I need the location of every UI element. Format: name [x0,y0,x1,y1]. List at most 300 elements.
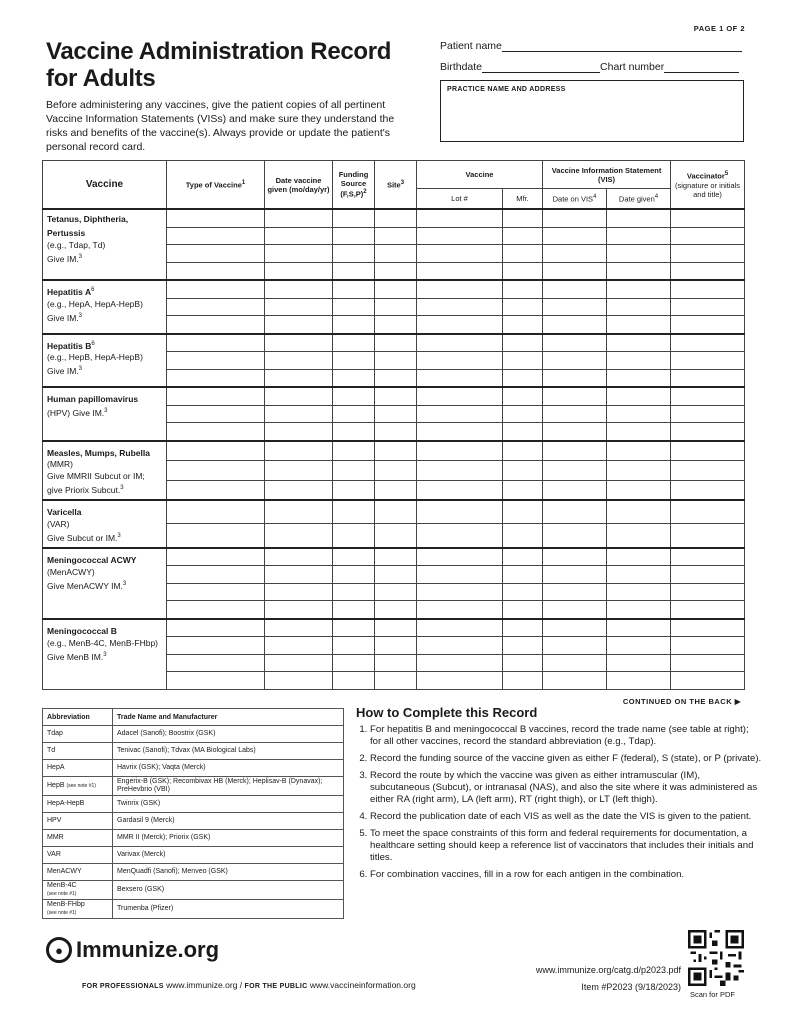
entry-cell[interactable] [671,500,745,524]
trade-name-cell: MenQuadfi (Sanofi); Menveo (GSK) [113,864,344,881]
entry-cell[interactable] [333,480,375,500]
entry-cell[interactable] [671,387,745,405]
entry-cell[interactable] [167,405,265,423]
table-row [43,441,745,461]
entry-cell[interactable] [417,209,503,227]
entry-cell[interactable] [417,566,503,584]
entry-cell[interactable] [417,637,503,655]
entry-cell[interactable] [671,672,745,690]
vaccine-name-cell: Hepatitis $A^6$ (e.g., HepA, HepA-HepB) Give IM.$^3$ [43,280,167,334]
entry-cell[interactable] [265,405,333,423]
entry-cell[interactable] [333,245,375,263]
trade-name-cell: MMR II (Merck); Priorix (GSK) [113,830,344,847]
trade-name-cell: Bexsero (GSK) [113,881,344,900]
entry-cell[interactable] [417,352,503,370]
entry-cell[interactable] [671,423,745,441]
entry-cell[interactable] [543,500,607,524]
entry-cell[interactable] [375,637,417,655]
entry-cell[interactable] [375,461,417,481]
entry-cell[interactable] [543,637,607,655]
entry-cell[interactable] [167,280,265,298]
entry-cell[interactable] [543,334,607,352]
table-row [43,500,745,524]
entry-cell[interactable] [417,524,503,548]
page-title: Vaccine Administration Record for Adults [46,38,392,92]
entry-cell[interactable] [671,352,745,370]
entry-cell[interactable] [607,352,671,370]
trade-name-cell: Twinrix (GSK) [113,796,344,813]
entry-cell[interactable] [503,423,543,441]
entry-cell[interactable] [543,245,607,263]
header-vis-given: Date given$^4$ [607,189,671,210]
entry-cell[interactable] [417,387,503,405]
vaccine-name-cell: Varicella (VAR) Give Subcut or IM.$^3$ [43,500,167,548]
entry-cell[interactable] [375,566,417,584]
entry-cell[interactable] [503,480,543,500]
vaccine-name-cell: Meningococcal ACWY (MenACWY) Give MenACWY IM.$^3$ [43,548,167,619]
entry-cell[interactable] [167,423,265,441]
entry-cell[interactable] [503,524,543,548]
administration-table [42,160,745,690]
entry-cell[interactable] [333,369,375,387]
header-date-given: Date vaccine given (mo/day/yr) [265,161,333,210]
entry-cell[interactable] [375,280,417,298]
abbr-cell: HepB (see note #1) [43,777,113,796]
entry-cell[interactable] [671,480,745,500]
entry-cell[interactable] [607,566,671,584]
abbr-row [43,847,344,864]
entry-cell[interactable] [333,334,375,352]
entry-cell[interactable] [375,601,417,619]
entry-cell[interactable] [333,209,375,227]
abbr-cell: MenACWY [43,864,113,881]
entry-cell[interactable] [543,583,607,601]
entry-cell[interactable] [543,227,607,245]
entry-cell[interactable] [503,209,543,227]
entry-cell[interactable] [607,480,671,500]
abbr-cell: HPV [43,813,113,830]
entry-cell[interactable] [265,500,333,524]
entry-cell[interactable] [333,672,375,690]
entry-cell[interactable] [503,334,543,352]
entry-cell[interactable] [333,619,375,637]
entry-cell[interactable] [607,209,671,227]
abbr-row [43,864,344,881]
entry-cell[interactable] [503,405,543,423]
entry-cell[interactable] [375,209,417,227]
entry-cell[interactable] [417,583,503,601]
entry-cell[interactable] [543,262,607,280]
abbr-cell: HepA [43,760,113,777]
entry-cell[interactable] [265,245,333,263]
entry-cell[interactable] [503,654,543,672]
entry-cell[interactable] [503,280,543,298]
entry-cell[interactable] [265,227,333,245]
birthdate-field[interactable]: Birthdate Chart number [440,61,739,73]
entry-cell[interactable] [607,637,671,655]
entry-cell[interactable] [607,500,671,524]
abbr-row [43,881,344,900]
entry-cell[interactable] [607,245,671,263]
entry-cell[interactable] [417,316,503,334]
entry-cell[interactable] [417,654,503,672]
entry-cell[interactable] [543,480,607,500]
entry-cell[interactable] [543,423,607,441]
entry-cell[interactable] [503,262,543,280]
header-vaccine: Vaccine [43,161,167,210]
entry-cell[interactable] [671,369,745,387]
abbr-row [43,777,344,796]
entry-cell[interactable] [671,637,745,655]
entry-cell[interactable] [607,423,671,441]
entry-cell[interactable] [265,583,333,601]
entry-cell[interactable] [543,461,607,481]
entry-cell[interactable] [167,566,265,584]
entry-cell[interactable] [503,369,543,387]
entry-cell[interactable] [503,316,543,334]
entry-cell[interactable] [375,480,417,500]
entry-cell[interactable] [503,387,543,405]
entry-cell[interactable] [333,500,375,524]
abbr-cell: MMR [43,830,113,847]
entry-cell[interactable] [503,461,543,481]
entry-cell[interactable] [607,262,671,280]
entry-cell[interactable] [543,209,607,227]
entry-cell[interactable] [417,405,503,423]
entry-cell[interactable] [503,601,543,619]
entry-cell[interactable] [333,387,375,405]
entry-cell[interactable] [671,461,745,481]
entry-cell[interactable] [333,583,375,601]
entry-cell[interactable] [265,280,333,298]
entry-cell[interactable] [607,387,671,405]
howto-title: How to Complete this Record [356,705,538,720]
entry-cell[interactable] [265,298,333,316]
entry-cell[interactable] [333,405,375,423]
immunize-logo-icon: ● [46,937,72,963]
entry-cell[interactable] [167,352,265,370]
entry-cell[interactable] [375,500,417,524]
entry-cell[interactable] [167,583,265,601]
entry-cell[interactable] [503,548,543,566]
entry-cell[interactable] [167,209,265,227]
header-vaccine-group: Vaccine [417,161,543,189]
entry-cell[interactable] [265,387,333,405]
entry-cell[interactable] [417,298,503,316]
entry-cell[interactable] [417,280,503,298]
header-lot: Lot # [417,189,503,210]
entry-cell[interactable] [543,387,607,405]
entry-cell[interactable] [167,245,265,263]
chart-number-label: Chart number [600,61,665,73]
entry-cell[interactable] [265,209,333,227]
entry-cell[interactable] [167,334,265,352]
continued-note: CONTINUED ON THE BACK ▶ [622,697,741,706]
entry-cell[interactable] [503,227,543,245]
entry-cell[interactable] [265,548,333,566]
entry-cell[interactable] [167,461,265,481]
howto-item: 1. For hepatitis B and meningococcal B vaccines, record the trade name (see table at right); for all other vaccines, record the standard abbreviation (e.g., Tdap). [370,724,762,748]
entry-cell[interactable] [375,548,417,566]
entry-cell[interactable] [671,280,745,298]
practice-address-box[interactable]: PRACTICE NAME AND ADDRESS [440,80,744,142]
entry-cell[interactable] [543,405,607,423]
entry-cell[interactable] [417,480,503,500]
trade-name-cell: Havrix (GSK); Vaqta (Merck) [113,760,344,777]
public-link[interactable]: www.vaccineinformation.org [309,980,416,990]
abbr-cell: Tdap [43,726,113,743]
entry-cell[interactable] [375,423,417,441]
entry-cell[interactable] [671,245,745,263]
abbr-row [43,900,344,919]
entry-cell[interactable] [333,637,375,655]
item-number: Item #P2023 (9/18/2023) [581,982,681,992]
entry-cell[interactable] [543,654,607,672]
header-funding: Funding Source $(F,S,P)^2$ [333,161,375,210]
entry-cell[interactable] [265,524,333,548]
entry-cell[interactable] [543,619,607,637]
entry-cell[interactable] [265,352,333,370]
entry-cell[interactable] [607,369,671,387]
entry-cell[interactable] [503,245,543,263]
entry-cell[interactable] [543,601,607,619]
entry-cell[interactable] [607,548,671,566]
entry-cell[interactable] [607,316,671,334]
entry-cell[interactable] [417,548,503,566]
entry-cell[interactable] [333,262,375,280]
entry-cell[interactable] [265,480,333,500]
entry-cell[interactable] [543,524,607,548]
entry-cell[interactable] [671,601,745,619]
entry-cell[interactable] [607,619,671,637]
abbr-cell: MenB-4C (see note #1) [43,881,113,900]
entry-cell[interactable] [333,423,375,441]
entry-cell[interactable] [607,334,671,352]
entry-cell[interactable] [607,672,671,690]
entry-cell[interactable] [265,566,333,584]
howto-item: 3. Record the route by which the vaccine was given as either intramuscular (IM), subcutaneous (Subcut), or intranasal (NAS), and also the site where it was administered as either RA (right arm), LA (left arm), RT (right thigh), or LT (left thigh). [370,770,762,806]
abbr-row [43,726,344,743]
patient-name-field[interactable]: Patient name [440,40,742,52]
entry-cell[interactable] [375,441,417,461]
entry-cell[interactable] [671,654,745,672]
intro-text: Before administering any vaccines, give the patient copies of all pertinent Vaccine Information Statements (VISs) and make sure they understand the risks and benefits of the vaccine(s). Always provide or update the patient's personal record card. [46,99,395,153]
entry-cell[interactable] [265,654,333,672]
entry-cell[interactable] [265,601,333,619]
entry-cell[interactable] [167,316,265,334]
entry-cell[interactable] [671,548,745,566]
abbr-header-abbreviation: Abbreviation [43,709,113,726]
entry-cell[interactable] [417,672,503,690]
entry-cell[interactable] [671,209,745,227]
entry-cell[interactable] [543,566,607,584]
abbr-row [43,796,344,813]
entry-cell[interactable] [265,672,333,690]
entry-cell[interactable] [265,369,333,387]
howto-item: 4. Record the publication date of each VIS as well as the date the VIS is given to the patient. [370,811,762,823]
entry-cell[interactable] [167,524,265,548]
entry-cell[interactable] [503,566,543,584]
immunize-logo: ● Immunize.org [46,937,219,963]
entry-cell[interactable] [375,316,417,334]
entry-cell[interactable] [375,334,417,352]
entry-cell[interactable] [607,583,671,601]
entry-cell[interactable] [265,334,333,352]
entry-cell[interactable] [265,423,333,441]
entry-cell[interactable] [503,352,543,370]
entry-cell[interactable] [167,369,265,387]
entry-cell[interactable] [417,500,503,524]
trade-name-cell: Adacel (Sanofi); Boostrix (GSK) [113,726,344,743]
entry-cell[interactable] [375,387,417,405]
abbr-row [43,813,344,830]
entry-cell[interactable] [543,298,607,316]
entry-cell[interactable] [671,619,745,637]
entry-cell[interactable] [607,298,671,316]
entry-cell[interactable] [417,369,503,387]
trade-name-cell: Varivax (Merck) [113,847,344,864]
entry-cell[interactable] [333,316,375,334]
entry-cell[interactable] [543,316,607,334]
entry-cell[interactable] [333,441,375,461]
entry-cell[interactable] [333,298,375,316]
entry-cell[interactable] [543,352,607,370]
entry-cell[interactable] [167,298,265,316]
entry-cell[interactable] [375,654,417,672]
entry-cell[interactable] [503,298,543,316]
entry-cell[interactable] [333,654,375,672]
entry-cell[interactable] [607,227,671,245]
entry-cell[interactable] [671,334,745,352]
table-row [43,387,745,405]
trade-name-cell: Tenivac (Sanofi); Tdvax (MA Biological Labs) [113,743,344,760]
entry-cell[interactable] [167,619,265,637]
entry-cell[interactable] [375,524,417,548]
table-row [43,334,745,352]
abbr-header-trade: Trade Name and Manufacturer [113,709,344,726]
entry-cell[interactable] [265,637,333,655]
entry-cell[interactable] [167,262,265,280]
entry-cell[interactable] [333,524,375,548]
entry-cell[interactable] [167,500,265,524]
entry-cell[interactable] [167,227,265,245]
entry-cell[interactable] [375,583,417,601]
entry-cell[interactable] [265,441,333,461]
abbr-row [43,743,344,760]
entry-cell[interactable] [375,352,417,370]
entry-cell[interactable] [265,461,333,481]
entry-cell[interactable] [375,227,417,245]
entry-cell[interactable] [167,441,265,461]
entry-cell[interactable] [543,369,607,387]
entry-cell[interactable] [167,480,265,500]
entry-cell[interactable] [607,405,671,423]
entry-cell[interactable] [417,619,503,637]
entry-cell[interactable] [671,405,745,423]
entry-cell[interactable] [375,262,417,280]
entry-cell[interactable] [375,619,417,637]
header-vis-group: Vaccine Information Statement (VIS) [543,161,671,189]
entry-cell[interactable] [333,566,375,584]
entry-cell[interactable] [671,227,745,245]
entry-cell[interactable] [375,369,417,387]
professionals-link[interactable]: www.immunize.org [166,980,238,990]
entry-cell[interactable] [417,227,503,245]
entry-cell[interactable] [265,316,333,334]
entry-cell[interactable] [503,441,543,461]
entry-cell[interactable] [417,423,503,441]
entry-cell[interactable] [543,280,607,298]
header-site: Site$^3$ [375,161,417,210]
entry-cell[interactable] [671,298,745,316]
entry-cell[interactable] [375,245,417,263]
entry-cell[interactable] [607,461,671,481]
entry-cell[interactable] [607,441,671,461]
entry-cell[interactable] [265,262,333,280]
entry-cell[interactable] [671,316,745,334]
entry-cell[interactable] [375,672,417,690]
entry-cell[interactable] [543,441,607,461]
entry-cell[interactable] [167,654,265,672]
scan-label: Scan for PDF [690,990,736,999]
entry-cell[interactable] [333,280,375,298]
page-number: PAGE 1 OF 2 [693,24,745,33]
entry-cell[interactable] [671,583,745,601]
entry-cell[interactable] [417,262,503,280]
entry-cell[interactable] [333,461,375,481]
entry-cell[interactable] [167,548,265,566]
entry-cell[interactable] [607,654,671,672]
entry-cell[interactable] [167,637,265,655]
abbreviation-table [42,708,344,919]
entry-cell[interactable] [333,601,375,619]
entry-cell[interactable] [503,619,543,637]
entry-cell[interactable] [333,548,375,566]
entry-cell[interactable] [607,524,671,548]
entry-cell[interactable] [671,441,745,461]
entry-cell[interactable] [333,352,375,370]
entry-cell[interactable] [375,405,417,423]
entry-cell[interactable] [503,583,543,601]
entry-cell[interactable] [375,298,417,316]
entry-cell[interactable] [265,619,333,637]
entry-cell[interactable] [671,524,745,548]
header-vaccinator: Vaccinator$^5$ (signature or initials and title) [671,161,745,210]
entry-cell[interactable] [671,566,745,584]
abbr-cell: VAR [43,847,113,864]
doc-url-link[interactable]: www.immunize.org/catg.d/p2023.pdf [535,965,681,975]
entry-cell[interactable] [671,262,745,280]
entry-cell[interactable] [417,441,503,461]
entry-cell[interactable] [543,672,607,690]
entry-cell[interactable] [503,500,543,524]
abbr-cell: Td [43,743,113,760]
entry-cell[interactable] [417,601,503,619]
entry-cell[interactable] [503,637,543,655]
entry-cell[interactable] [503,672,543,690]
entry-cell[interactable] [543,548,607,566]
entry-cell[interactable] [417,245,503,263]
entry-cell[interactable] [417,334,503,352]
entry-cell[interactable] [607,280,671,298]
entry-cell[interactable] [167,672,265,690]
entry-cell[interactable] [607,601,671,619]
entry-cell[interactable] [167,387,265,405]
entry-cell[interactable] [333,227,375,245]
entry-cell[interactable] [417,461,503,481]
table-row [43,619,745,637]
entry-cell[interactable] [167,601,265,619]
